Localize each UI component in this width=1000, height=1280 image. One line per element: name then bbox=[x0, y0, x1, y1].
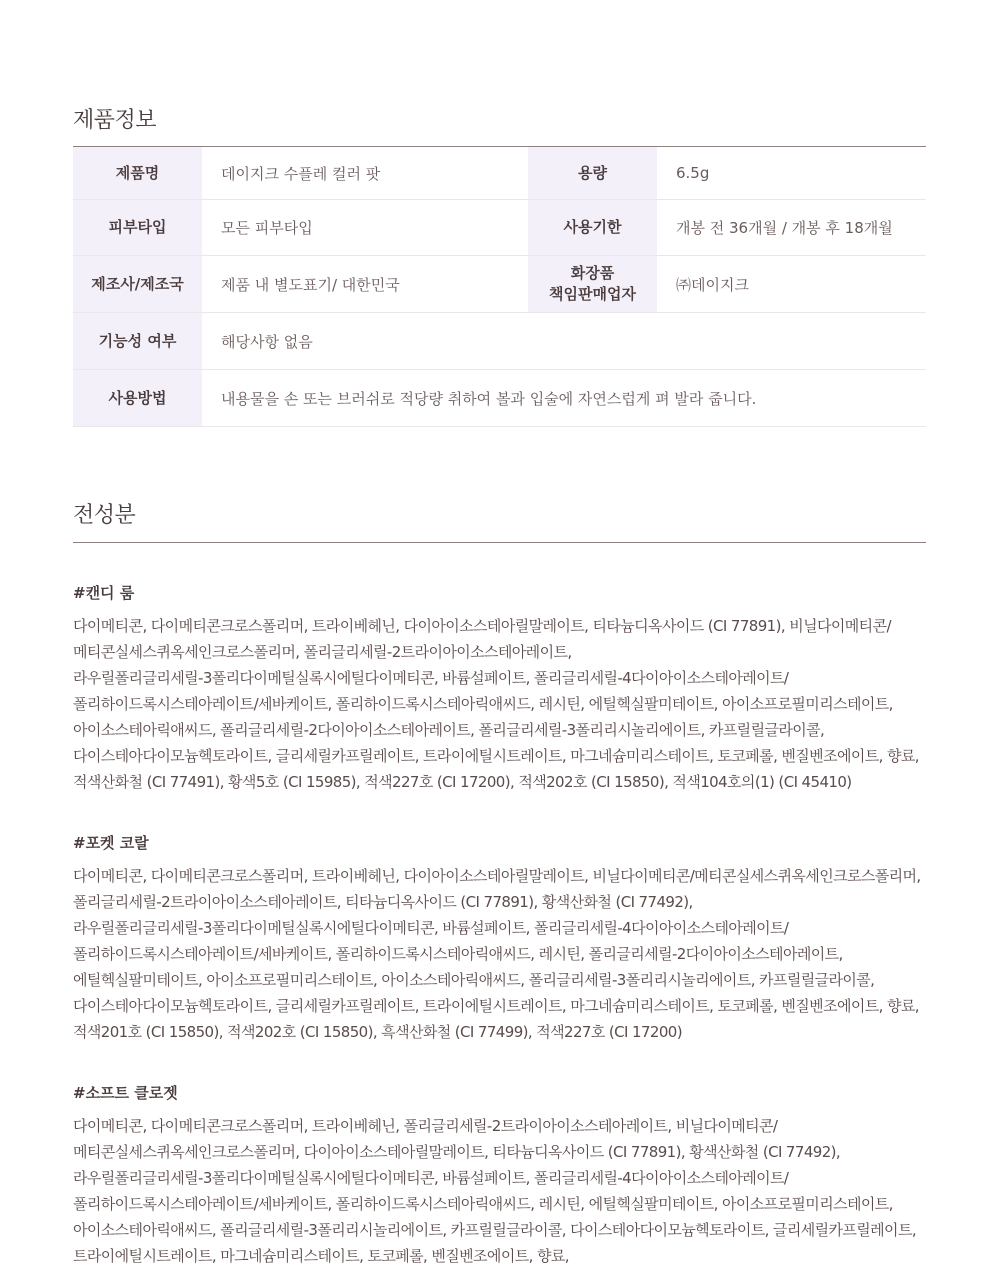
product-info-title: 제품정보 bbox=[73, 108, 157, 133]
label-seller-line1: 화장품 bbox=[570, 264, 615, 282]
info-row-manufacturer bbox=[73, 256, 926, 313]
label-seller bbox=[528, 256, 657, 313]
ingredient-list: 다이메티콘, 다이메티콘크로스폴리머, 트라이베헤닌, 폴리글리세릴-2트라이아이소스테아레이트, 비닐다이메티콘/메티콘실세스퀴옥세인크로스폴리머, 다이아이소스테아릴말레이트, 티타늄디옥사이드 (CI 77891), 황색산화철 (CI 77492), 라우릴폴리글리세릴-3폴리다이메틸실록시에틸다이메티콘, 바륨설페이트, 폴리글리세릴-4다이아이소스테아레이트/폴리하이드록시스테아레이트/세바케이트, 폴리하이드록시스테아릭애씨드, 레시틴, 에틸헥실팔미테이트, 아이소프로필미리스테이트, 아이소스테아릭애씨드, 폴리글리세릴-3폴리리시놀리에이트, 카프릴릴글라이콜, 다이스테아다이모늄헥토라이트, 글리세릴카프릴레이트, 트라이에틸시트레이트, 마그네슘미리스테이트, 토코페롤, 벤질벤조에이트, 향료, bbox=[73, 1117, 917, 1265]
product-info-section bbox=[73, 104, 926, 427]
ingredients-section bbox=[73, 502, 926, 1269]
value-skin-type: 모든 피부타입 bbox=[202, 200, 528, 256]
label-volume: 용량 bbox=[528, 147, 657, 200]
info-row-functional bbox=[73, 313, 926, 370]
info-row-usage bbox=[73, 370, 926, 427]
ingredients-divider bbox=[73, 542, 926, 543]
value-product-name: 데이지크 수플레 컬러 팟 bbox=[202, 147, 528, 200]
ingredient-block-candy-room bbox=[73, 583, 926, 795]
ingredient-list: 다이메티콘, 다이메티콘크로스폴리머, 트라이베헤닌, 다이아이소스테아릴말레이트, 비닐다이메티콘/메티콘실세스퀴옥세인크로스폴리머, 폴리글리세릴-2트라이아이소스테아레이트, 티타늄디옥사이드 (CI 77891), 황색산화철 (CI 77492), 라우릴폴리글리세릴-3폴리다이메틸실록시에틸다이메티콘, 바륨설페이트, 폴리글리세릴-4다이아이소스테아레이트/폴리하이드록시스테아레이트/세바케이트, 폴리하이드록시스테아릭애씨드, 레시틴, 폴리글리세릴-2다이아이소스테아레이트, 에틸헥실팔미테이트, 아이소프로필미리스테이트, 아이소스테아릭애씨드, 폴리글리세릴-3폴리리시놀리에이트, 카프릴릴글라이콜, 다이스테아다이모늄헥토라이트, 글리세릴카프릴레이트, 트라이에틸시트레이트, 마그네슘미리스테이트, 토코페롤, 벤질벤조에이트, 향료, 적색201호 (CI 15850), 적색202호 (CI 15850), 흑색산화철 (CI 77499), 적색227호 (CI 17200) bbox=[73, 867, 921, 1041]
label-seller-line2: 책임판매업자 bbox=[549, 285, 636, 303]
ingredients-title: 전성분 bbox=[73, 503, 136, 528]
value-manufacturer: 제품 내 별도표기/ 대한민국 bbox=[202, 256, 528, 313]
value-functional: 해당사항 없음 bbox=[202, 313, 926, 370]
ingredient-block-soft-closet bbox=[73, 1083, 926, 1269]
label-product-name: 제품명 bbox=[73, 147, 202, 200]
info-row-product-name bbox=[73, 147, 926, 200]
ingredient-shade-name: #캔디 룸 bbox=[73, 584, 135, 602]
value-usage: 내용물을 손 또는 브러쉬로 적당량 취하여 볼과 입술에 자연스럽게 펴 발라 줍니다. bbox=[202, 370, 926, 427]
label-functional: 기능성 여부 bbox=[73, 313, 202, 370]
value-expiry: 개봉 전 36개월 / 개봉 후 18개월 bbox=[657, 200, 926, 256]
ingredient-shade-name: #포켓 코랄 bbox=[73, 834, 149, 852]
label-usage: 사용방법 bbox=[73, 370, 202, 427]
ingredient-shade-name: #소프트 클로젯 bbox=[73, 1084, 178, 1102]
value-volume: 6.5g bbox=[657, 147, 926, 200]
value-seller: ㈜데이지크 bbox=[657, 256, 926, 313]
product-info-table bbox=[73, 146, 926, 427]
label-skin-type: 피부타입 bbox=[73, 200, 202, 256]
label-manufacturer: 제조사/제조국 bbox=[73, 256, 202, 313]
info-row-skin-type bbox=[73, 200, 926, 256]
ingredient-list: 다이메티콘, 다이메티콘크로스폴리머, 트라이베헤닌, 다이아이소스테아릴말레이트, 티타늄디옥사이드 (CI 77891), 비닐다이메티콘/메티콘실세스퀴옥세인크로스폴리머, 폴리글리세릴-2트라이아이소스테아레이트, 라우릴폴리글리세릴-3폴리다이메틸실록시에틸다이메티콘, 바륨설페이트, 폴리글리세릴-4다이아이소스테아레이트/폴리하이드록시스테아레이트/세바케이트, 폴리하이드록시스테아릭애씨드, 레시틴, 에틸헥실팔미테이트, 아이소프로필미리스테이트, 아이소스테아릭애씨드, 폴리글리세릴-2다이아이소스테아레이트, 폴리글리세릴-3폴리리시놀리에이트, 카프릴릴글라이콜, 다이스테아다이모늄헥토라이트, 글리세릴카프릴레이트, 트라이에틸시트레이트, 마그네슘미리스테이트, 토코페롤, 벤질벤조에이트, 향료, 적색산화철 (CI 77491), 황색5호 (CI 15985), 적색227호 (CI 17200), 적색202호 (CI 15850), 적색104호의(1) (CI 45410) bbox=[73, 617, 919, 791]
label-expiry: 사용기한 bbox=[528, 200, 657, 256]
ingredient-block-pocket-coral bbox=[73, 833, 926, 1045]
